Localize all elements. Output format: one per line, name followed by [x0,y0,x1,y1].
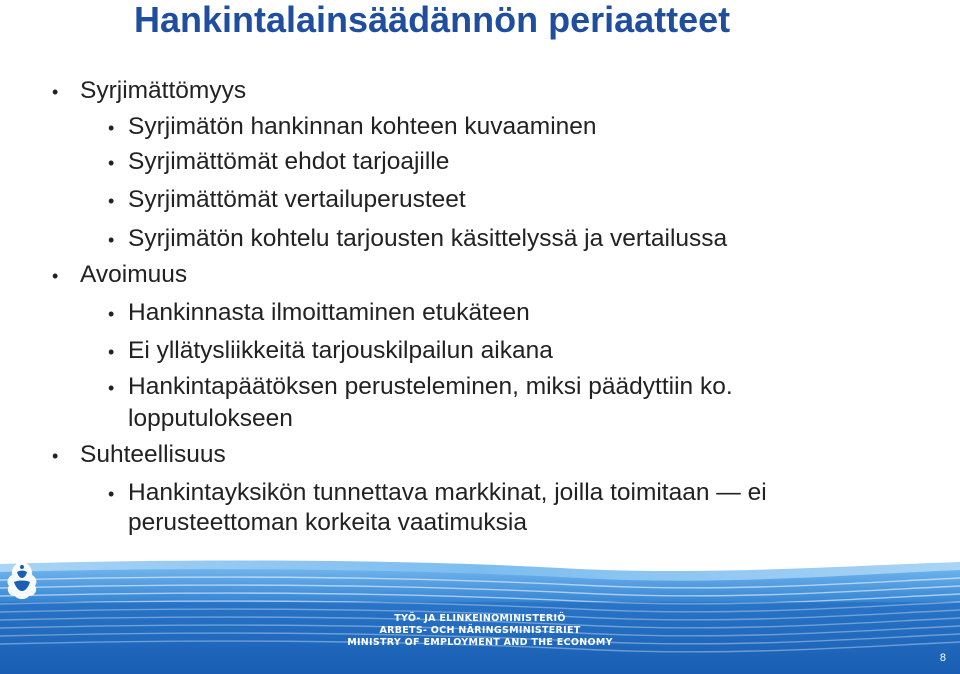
bullet-dot: • [52,82,59,102]
bullet-subitem: Syrjimättömät vertailuperusteet [128,186,466,213]
bullet-dot: • [108,118,115,138]
bullet-dot: • [108,484,115,504]
lion-coat-of-arms-icon [0,558,44,602]
bullet-dot: • [108,153,115,173]
bullet-subitem: Syrjimätön hankinnan kohteen kuvaaminen [128,113,597,140]
bullet-subitem-continuation: lopputulokseen [128,405,293,432]
bullet-subitem: Hankinnasta ilmoittaminen etukäteen [128,299,530,326]
bullet-dot: • [108,342,115,362]
bullet-dot: • [108,304,115,324]
ministry-name-fi: TYÖ- JA ELINKEINOMINISTERIÖ [394,613,566,624]
bullet-subitem: Ei yllätysliikkeitä tarjouskilpailun aikana [128,337,553,364]
bullet-subitem: Syrjimättömät ehdot tarjoajille [128,148,450,175]
bullet-dot: • [108,378,115,398]
bullet-dot: • [52,446,59,466]
bullet-dot: • [52,266,59,286]
bullet-subitem: Syrjimätön kohtelu tarjousten käsittelyssä ja vertailussa [128,225,728,252]
footer-band [0,558,960,674]
bullet-subitem: Hankintayksikön tunnettava markkinat, joilla toimitaan — ei [128,479,767,506]
ministry-name-en: MINISTRY OF EMPLOYMENT AND THE ECONOMY [347,637,613,648]
bullet-item: Syrjimättömyys [80,77,247,104]
bullet-subitem: Hankintapäätöksen perusteleminen, miksi päädyttiin ko. [128,373,733,400]
ministry-name-sv: ARBETS- OCH NÄRINGSMINISTERIET [379,625,581,636]
bullet-item: Suhteellisuus [80,441,226,468]
bullet-item: Avoimuus [80,261,188,288]
bullet-dot: • [108,191,115,211]
bullet-subitem-continuation: perusteettoman korkeita vaatimuksia [128,509,527,536]
slide-title: Hankintalainsäädännön periaatteet [134,0,731,40]
bullet-dot: • [108,230,115,250]
page-number: 8 [939,652,946,664]
